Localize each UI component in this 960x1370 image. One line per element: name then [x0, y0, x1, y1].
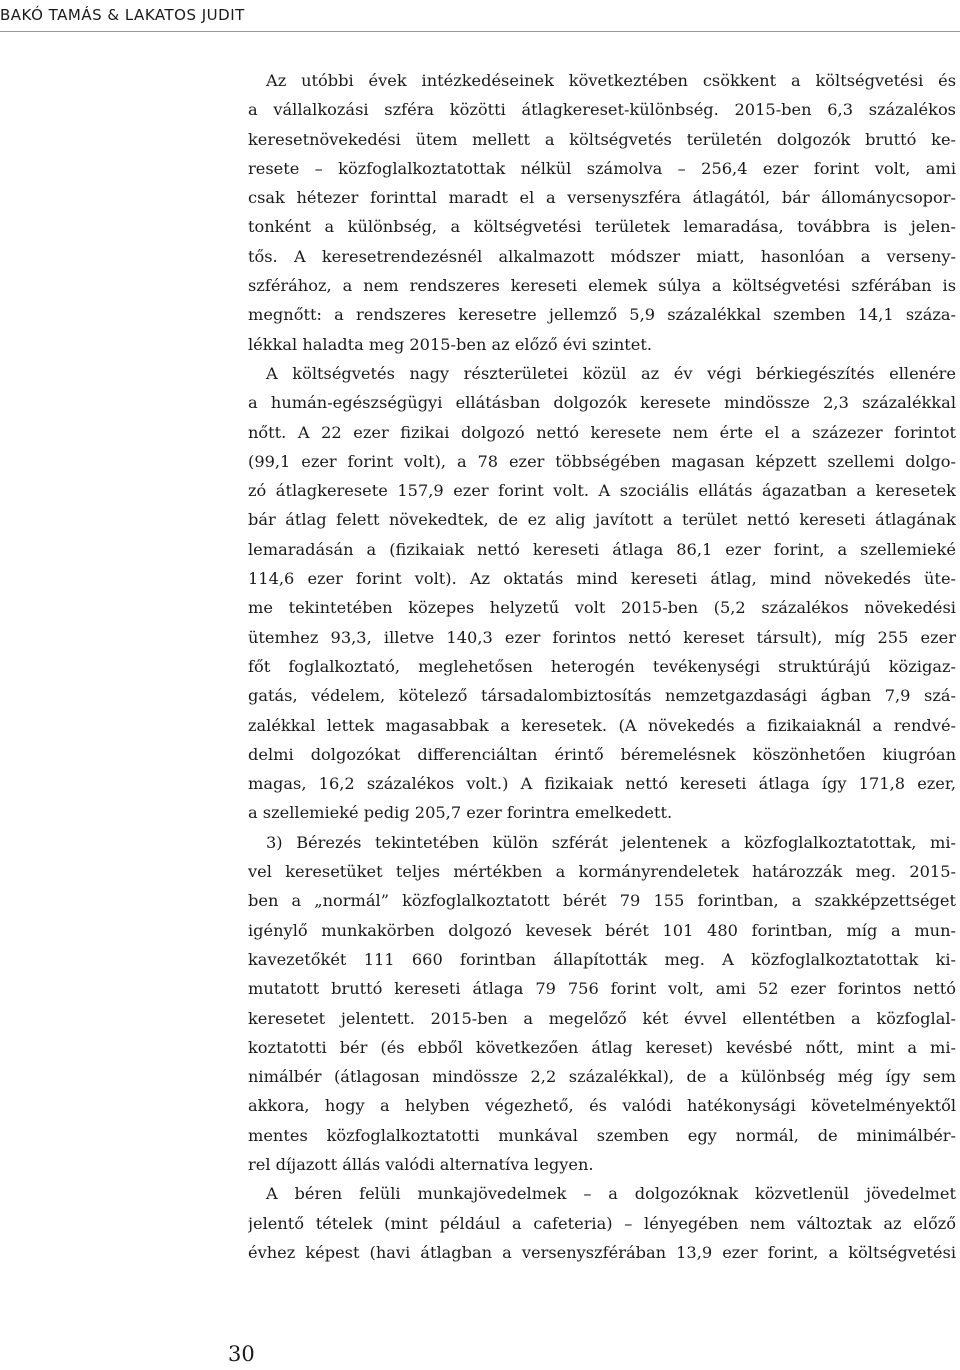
text-line: ben a „normál” közfoglalkoztatott bérét 79 155 forintban, a szakképzettséget	[248, 891, 956, 911]
text-line: a szellemieké pedig 205,7 ezer forintra emelkedett.	[248, 803, 673, 823]
text-line: tonként a különbség, a költségvetési területek lemaradása, továbbra is jelen-	[248, 217, 956, 237]
text-line: me tekintetében közepes helyzetű volt 2015-ben (5,2 százalékos növekedési	[248, 598, 956, 618]
text-line: keresetnövekedési ütem mellett a költségvetés területén dolgozók bruttó ke-	[248, 129, 956, 149]
text-line: rel díjazott állás valódi alternatíva legyen.	[248, 1154, 594, 1174]
text-line: A béren felüli munkajövedelmek – a dolgozóknak közvetlenül jövedelmet	[266, 1184, 956, 1204]
text-line: ütemhez 93,3, illetve 140,3 ezer forintos nettó kereset társult), míg 255 ezer	[248, 627, 956, 647]
text-line: keresetet jelentett. 2015-ben a megelőző két évvel ellentétben a közfoglal-	[248, 1008, 956, 1028]
body-text	[248, 66, 956, 1267]
text-line: magas, 16,2 százalékos volt.) A fizikaiak nettó kereseti átlaga így 171,8 ezer,	[248, 774, 956, 794]
text-line: (99,1 ezer forint volt), a 78 ezer többségében magasan képzett szellemi dolgo-	[248, 451, 956, 471]
text-line: kavezetőkét 111 660 forintban állapították meg. A közfoglalkoztatottak ki-	[248, 949, 956, 969]
text-line: lékkal haladta meg 2015-ben az előző évi szintet.	[248, 334, 652, 354]
text-line: nimálbér (átlagosan mindössze 2,2 százalékkal), de a különbség még így sem	[248, 1067, 956, 1087]
text-line: évhez képest (havi átlagban a versenyszférában 13,9 ezer forint, a költségvetési	[248, 1242, 956, 1262]
text-line: mentes közfoglalkoztatotti munkával szemben egy normál, de minimálbér-	[248, 1125, 956, 1145]
text-line: 114,6 ezer forint volt). Az oktatás mind kereseti átlag, mind növekedés üte-	[248, 569, 956, 589]
text-line: koztatotti bér (és ebből következően átlag kereset) kevésbé nőtt, mint a mi-	[248, 1037, 956, 1057]
text-line: 3) Bérezés tekintetében külön szférát jelentenek a közfoglalkoztatottak, mi-	[266, 832, 956, 852]
text-line: bár átlag felett növekedtek, de ez alig javított a terület nettó kereseti átlagának	[248, 510, 956, 530]
text-line: lemaradásán a (fizikaiak nettó kereseti átlaga 86,1 ezer forint, a szellemieké	[248, 539, 956, 559]
text-line: vel keresetüket teljes mértékben a kormányrendeletek határozzák meg. 2015-	[248, 862, 956, 882]
text-line: gatás, védelem, kötelező társadalombiztosítás nemzetgazdasági ágban 7,9 szá-	[248, 686, 956, 706]
text-line: nőtt. A 22 ezer fizikai dolgozó nettó keresete nem érte el a százezer forintot	[248, 422, 956, 442]
text-line: a humán-egészségügyi ellátásban dolgozók keresete mindössze 2,3 százalékkal	[248, 393, 956, 413]
running-head: BAKÓ TAMÁS & LAKATOS JUDIT	[0, 6, 245, 24]
text-line: szférához, a nem rendszeres kereseti elemek súlya a költségvetési szférában is	[248, 276, 956, 296]
header-rule	[0, 31, 960, 32]
text-line: mutatott bruttó kereseti átlaga 79 756 forint volt, ami 52 ezer forintos nettó	[248, 979, 956, 999]
text-line: tős. A keresetrendezésnél alkalmazott módszer miatt, hasonlóan a verseny-	[248, 246, 956, 266]
text-line: resete – közfoglalkoztatottak nélkül számolva – 256,4 ezer forint volt, ami	[248, 158, 956, 178]
text-line: megnőtt: a rendszeres keresetre jellemző 5,9 százalékkal szemben 14,1 száza-	[248, 305, 956, 325]
text-line: akkora, hogy a helyben végezhető, és valódi hatékonysági követelményektől	[248, 1096, 956, 1116]
text-line: zó átlagkeresete 157,9 ezer forint volt. A szociális ellátás ágazatban a keresetek	[248, 481, 956, 501]
text-line: jelentő tételek (mint például a cafeteria) – lényegében nem változtak az előző	[248, 1213, 956, 1233]
text-line: A költségvetés nagy részterületei közül az év végi bérkiegészítés ellenére	[266, 363, 956, 383]
text-line: Az utóbbi évek intézkedéseinek következtében csökkent a költségvetési és	[266, 71, 956, 90]
text-line: főt foglalkoztató, meglehetősen heterogén tevékenységi struktúrájú közigaz-	[248, 656, 956, 676]
text-line: csak hétezer forinttal maradt el a versenyszféra átlagától, bár állománycsopor-	[248, 188, 956, 208]
text-line: a vállalkozási szféra közötti átlagkereset-különbség. 2015-ben 6,3 százalékos	[248, 100, 956, 120]
text-line: igénylő munkakörben dolgozó kevesek bérét 101 480 forintban, míg a mun-	[248, 920, 956, 940]
text-line: delmi dolgozókat differenciáltan érintő béremelésnek köszönhetően kiugróan	[248, 744, 956, 764]
page-number: 30	[228, 1342, 255, 1366]
text-line: zalékkal lettek magasabbak a keresetek. (A növekedés a fizikaiaknál a rendvé-	[248, 715, 956, 735]
